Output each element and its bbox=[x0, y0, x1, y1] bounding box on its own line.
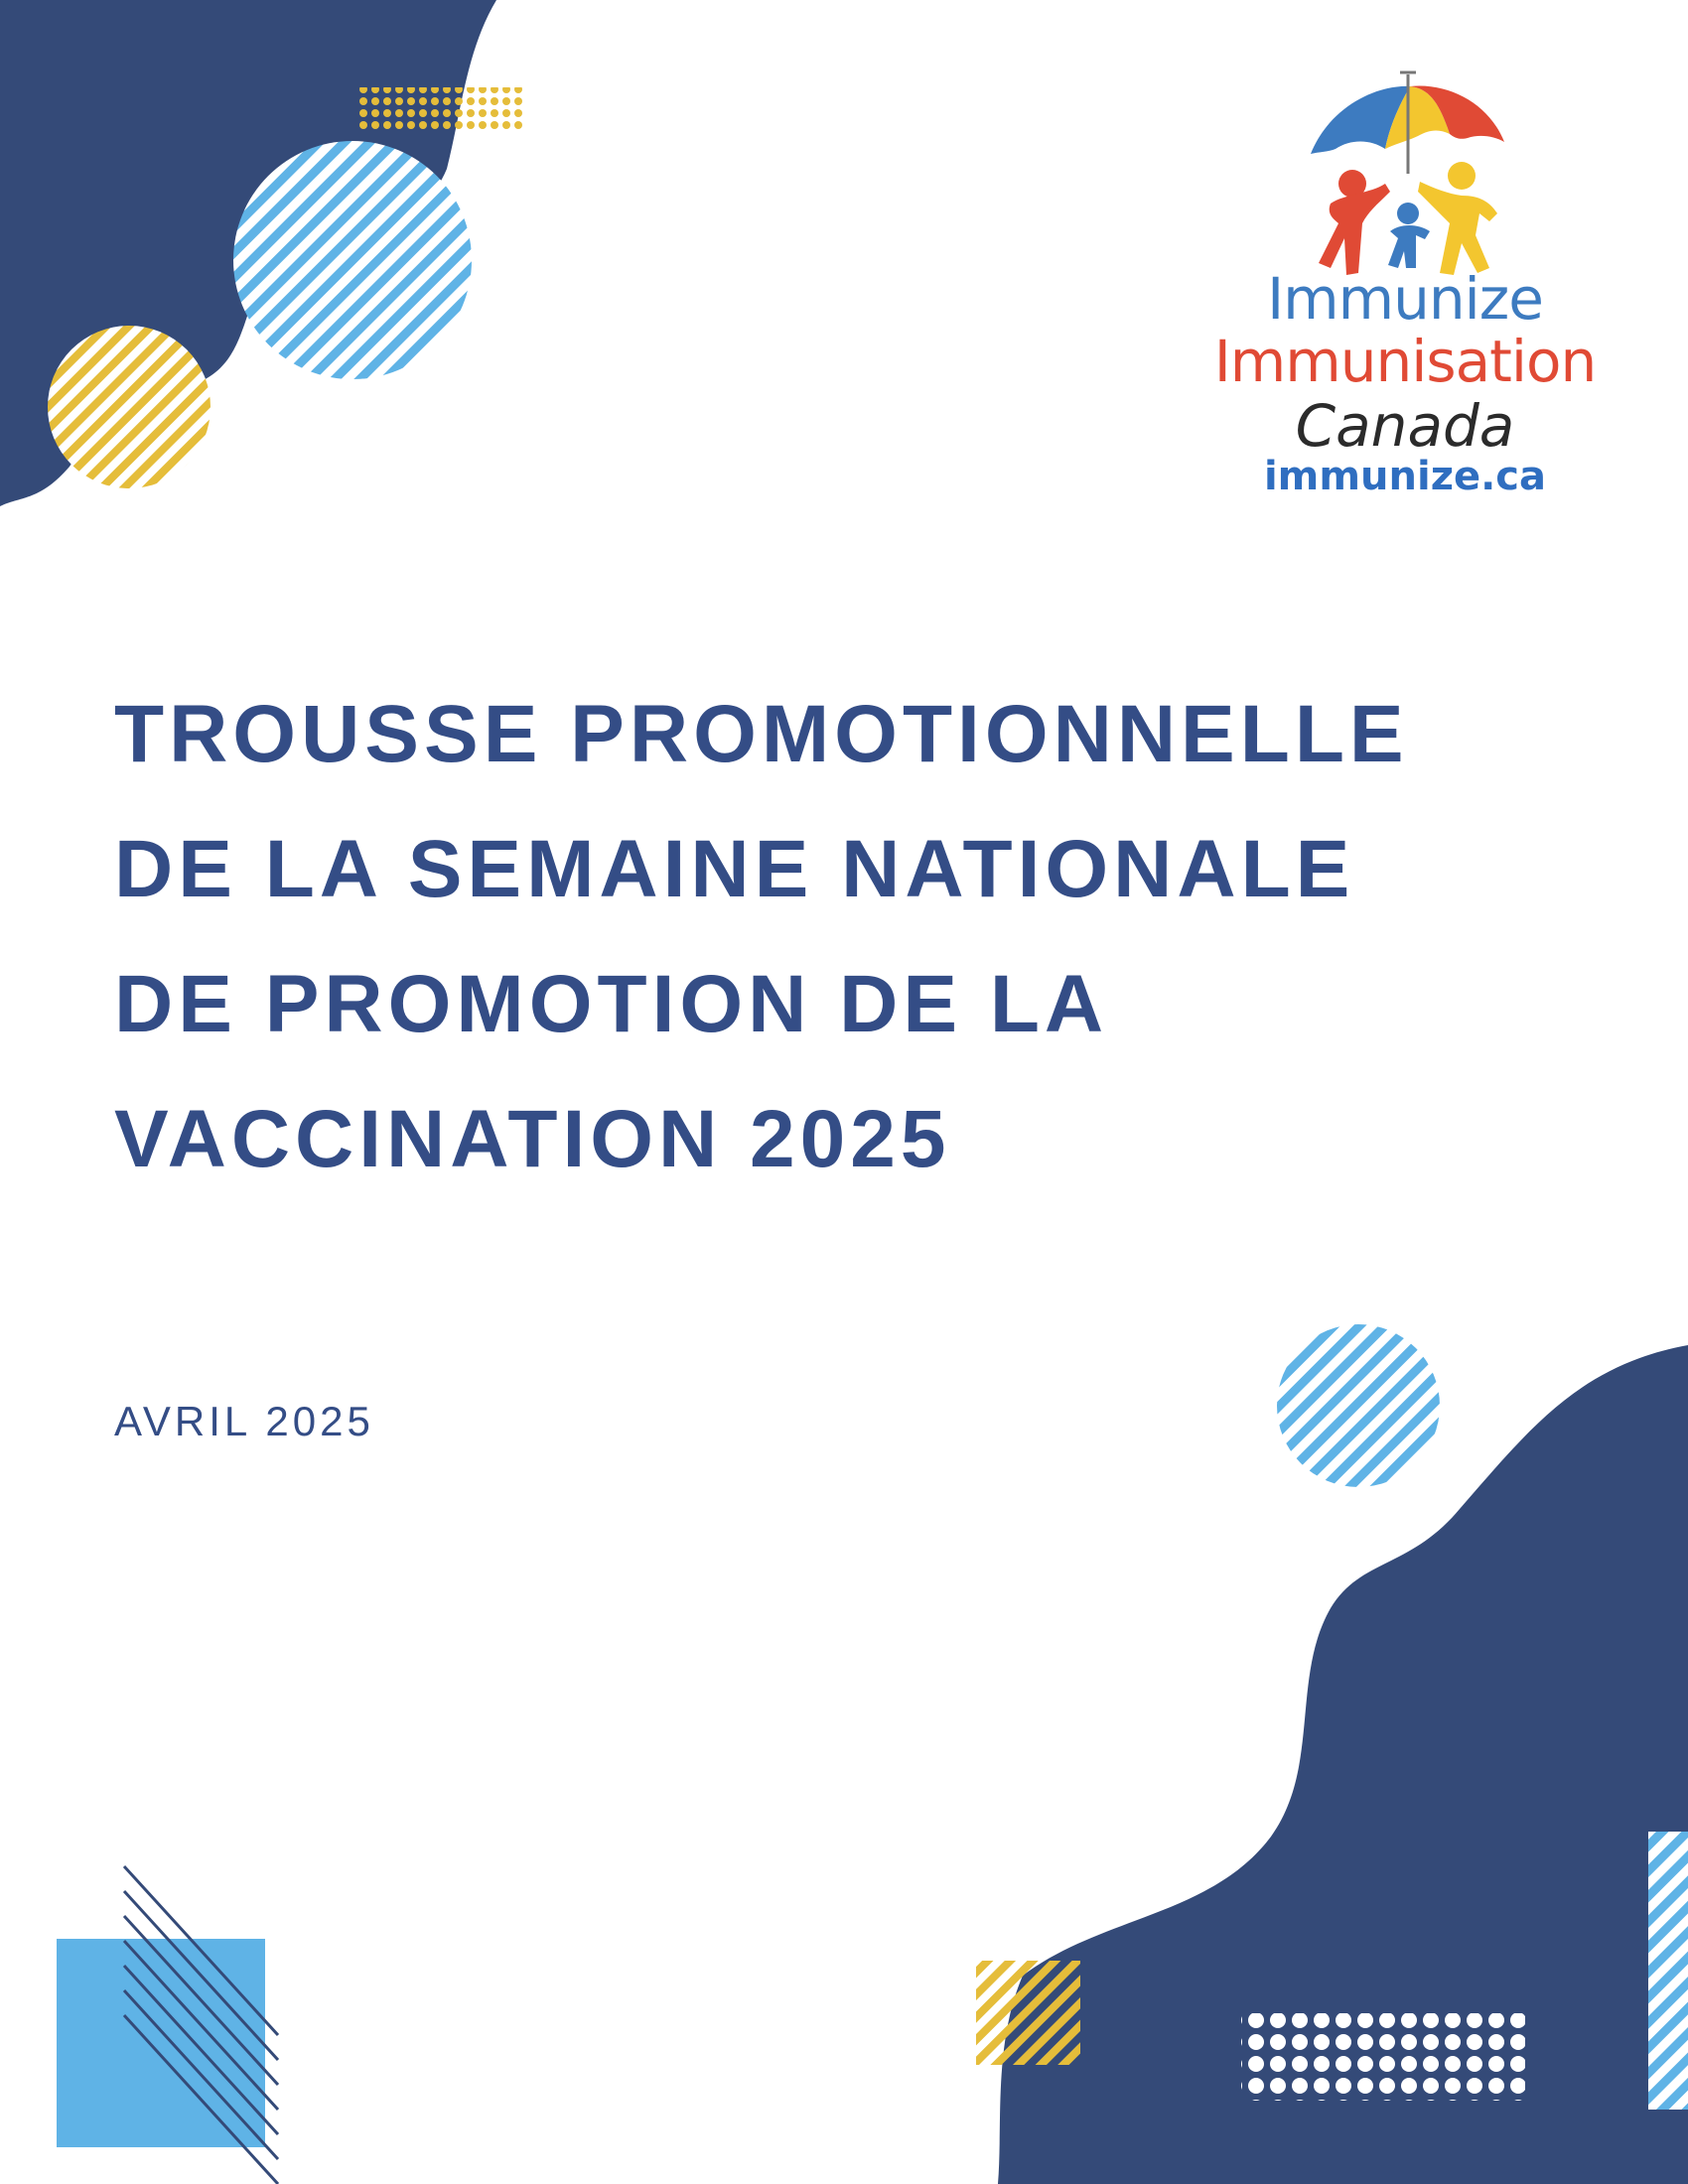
immunize-canada-logo bbox=[1172, 55, 1638, 511]
title-line: TROUSSE PROMOTIONNELLE bbox=[114, 689, 1409, 779]
top-left-yellow-striped-circle bbox=[48, 326, 211, 488]
logo-text-immunisation: Immunisation bbox=[1213, 328, 1597, 395]
logo-text-canada: Canada bbox=[1295, 392, 1515, 460]
publication-date: AVRIL 2025 bbox=[114, 1398, 374, 1444]
title-line: DE LA SEMAINE NATIONALE bbox=[114, 824, 1355, 914]
bottom-left-blue-square bbox=[57, 1939, 265, 2147]
title-line: VACCINATION 2025 bbox=[114, 1094, 951, 1184]
document-title bbox=[114, 667, 1584, 1207]
logo-website-link[interactable]: immunize.ca bbox=[1263, 454, 1547, 499]
title-line: DE PROMOTION DE LA bbox=[114, 959, 1109, 1049]
right-edge-blue-stripes bbox=[1648, 1832, 1688, 2110]
bottom-right-white-dots bbox=[1241, 2013, 1525, 2101]
top-left-yellow-dots bbox=[359, 87, 526, 131]
logo-text-immunize: Immunize bbox=[1267, 265, 1543, 333]
bottom-yellow-striped-square bbox=[976, 1961, 1080, 2065]
right-blue-striped-circle bbox=[1277, 1324, 1440, 1487]
